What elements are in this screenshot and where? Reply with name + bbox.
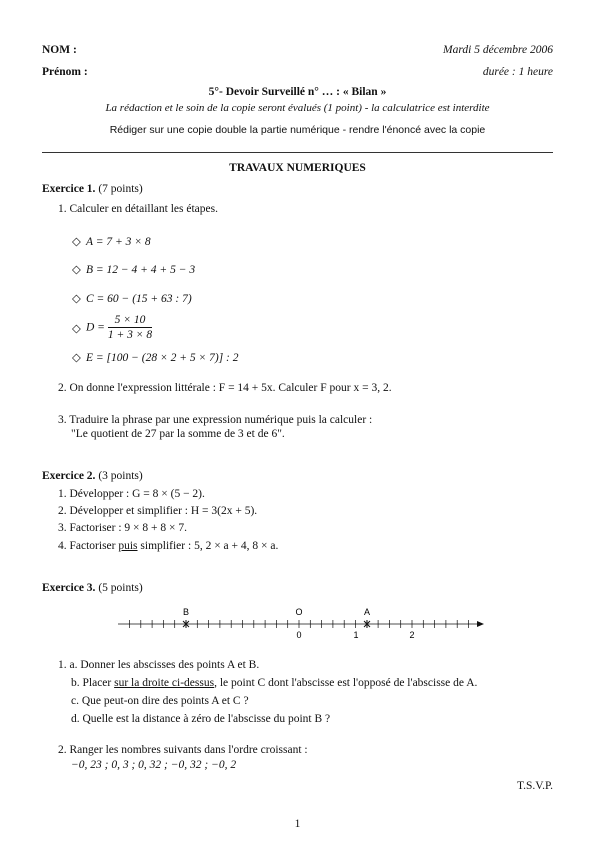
diamond-icon: ◇	[72, 293, 81, 305]
duration: durée : 1 heure	[482, 66, 553, 78]
fraction: $\frac{5 \times 10}{1 + 3 \times 8}$	[107, 314, 153, 341]
ex1-title: Exercice 1.	[42, 183, 96, 195]
tick-label-0: 0	[296, 630, 302, 640]
ex3-qc: c. Que peut-on dire des points A et C ?	[71, 695, 249, 707]
point-label-o: O	[295, 607, 303, 617]
ex1-item-a: ◇ A = 7 + 3 × 8	[72, 236, 151, 248]
tick-label-1: 1	[353, 630, 359, 640]
page-number: 1	[294, 818, 301, 830]
diamond-icon: ◇	[72, 236, 81, 248]
prenom-label: Prénom :	[42, 66, 88, 78]
ex2-item-3: 3. Factoriser : 9 × 8 + 8 × 7.	[58, 522, 188, 534]
ex1-item-c: ◇ C = 60 − (15 + 63 : 7)	[72, 293, 192, 305]
section-title: TRAVAUX NUMERIQUES	[229, 162, 366, 174]
ex1-points: (7 points)	[98, 183, 143, 195]
subtitle: La rédaction et le soin de la copie seront évalués (1 point) - la calculatrice est interdite	[105, 102, 490, 114]
diamond-icon: ◇	[72, 352, 81, 364]
instruction: Rédiger sur une copie double la partie numérique - rendre l'énoncé avec la copie	[109, 124, 486, 136]
ex3-heading	[42, 582, 143, 594]
ex3-qa: 1. a. Donner les abscisses des points A et B.	[58, 659, 260, 671]
ex2-item-1: 1. Développer : G = 8 × (5 − 2).	[58, 488, 205, 500]
ex3-qb: b. Placer sur la droite ci-dessus, le point C dont l'abscisse est l'opposé de l'abscisse de A.	[71, 677, 478, 689]
ex2-heading	[42, 470, 143, 482]
tick-label-2: 2	[409, 630, 415, 640]
date: Mardi 5 décembre 2006	[443, 44, 553, 56]
ex1-heading	[42, 183, 143, 195]
arrow-icon	[477, 621, 484, 627]
ex1-q2: 2. On donne l'expression littérale : F = 14 + 5x. Calculer F pour x = 3, 2.	[58, 382, 392, 394]
divider	[42, 152, 553, 153]
ex1-q1: 1. Calculer en détaillant les étapes.	[58, 203, 218, 215]
point-label-a: A	[363, 607, 371, 617]
page-title: 5°- Devoir Surveillé n° … : « Bilan »	[208, 86, 387, 98]
point-label-b: B	[182, 607, 190, 617]
ex1-item-e: ◇ E = [100 − (28 × 2 + 5 × 7)] : 2	[72, 352, 239, 364]
diamond-icon: ◇	[72, 322, 81, 335]
ex3-points: (5 points)	[98, 582, 143, 594]
ex3-title: Exercice 3.	[42, 582, 96, 594]
tsvp: T.S.V.P.	[516, 780, 553, 792]
ex3-q2-line1: 2. Ranger les nombres suivants dans l'ordre croissant :	[58, 744, 308, 756]
ex1-q3-line2: "Le quotient de 27 par la somme de 3 et de 6".	[71, 428, 285, 440]
ex2-item-2: 2. Développer et simplifier : H = 3(2x + 5).	[58, 505, 258, 517]
ex1-item-d: ◇ D = $\frac{5 \times 10}{1 + 3 \times 8}$	[72, 314, 153, 341]
ex2-points: (3 points)	[98, 470, 143, 482]
ex3-q2-line2: −0, 23 ; 0, 3 ; 0, 32 ; −0, 32 ; −0, 2	[71, 759, 237, 771]
diamond-icon: ◇	[72, 264, 81, 276]
ex3-qd: d. Quelle est la distance à zéro de l'abscisse du point B ?	[71, 713, 331, 725]
ex1-q3-line1: 3. Traduire la phrase par une expression numérique puis la calculer :	[58, 414, 373, 426]
nom-label: NOM :	[42, 44, 77, 56]
ex2-item-4: 4. Factoriser puis simplifier : 5, 2 × a + 4, 8 × a.	[58, 540, 279, 552]
ex1-item-b: ◇ B = 12 − 4 + 4 + 5 − 3	[72, 264, 196, 276]
number-line	[0, 600, 595, 645]
ex2-title: Exercice 2.	[42, 470, 96, 482]
